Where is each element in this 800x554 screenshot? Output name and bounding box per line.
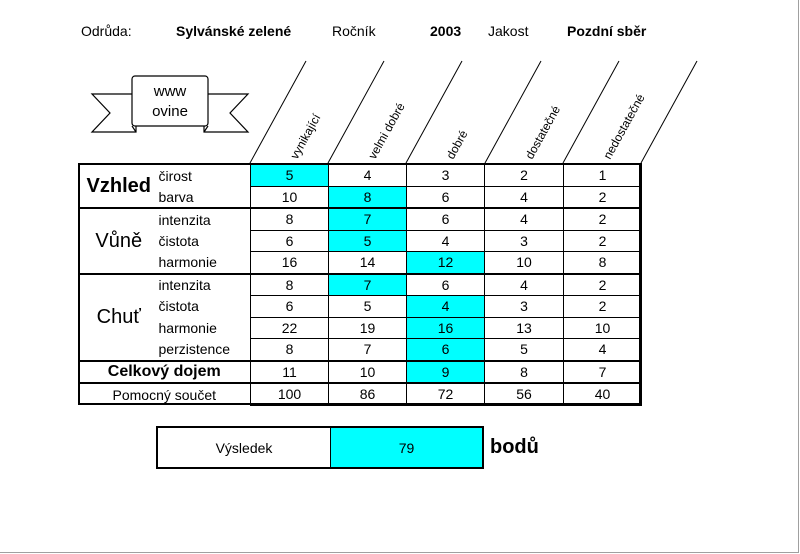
score-cell[interactable]: 2	[485, 164, 564, 186]
score-cell[interactable]: 3	[485, 230, 564, 252]
helper-cell: 100	[251, 383, 329, 405]
criterion-label: čirost	[159, 164, 251, 186]
score-cell[interactable]: 1	[564, 164, 642, 186]
score-cell[interactable]: 6	[407, 186, 485, 208]
column-header-3: dobré	[443, 127, 471, 162]
criterion-label: intenzita	[159, 274, 251, 296]
score-cell[interactable]: 4	[485, 208, 564, 230]
score-cell[interactable]: 10	[329, 361, 407, 384]
score-cell[interactable]: 4	[329, 164, 407, 186]
criterion-label: perzistence	[158, 341, 231, 357]
score-cell[interactable]: 4	[407, 230, 485, 252]
criterion-label: čistota	[158, 298, 199, 315]
score-cell[interactable]: 2	[564, 186, 642, 208]
helper-cell: 40	[564, 383, 642, 405]
table-row	[79, 317, 642, 339]
result-value: 79	[331, 428, 482, 467]
logo-line2: ovine	[152, 103, 188, 120]
helper-label: Pomocný součet	[79, 383, 251, 405]
score-cell[interactable]: 9	[407, 361, 485, 384]
score-cell[interactable]: 6	[407, 339, 485, 361]
column-header-5: nedostatečné	[600, 91, 648, 162]
overall-row	[79, 361, 642, 384]
quality-value: Pozdní sběr	[567, 23, 647, 39]
score-cell[interactable]: 7	[329, 339, 407, 361]
score-cell[interactable]: 12	[407, 252, 485, 274]
column-header-1: vynikající	[287, 111, 324, 162]
score-cell[interactable]: 7	[329, 208, 407, 230]
score-cell[interactable]: 13	[485, 317, 564, 339]
score-cell[interactable]: 6	[251, 230, 329, 252]
score-cell[interactable]: 4	[485, 274, 564, 296]
year-label: Ročník	[332, 23, 376, 39]
table-row	[79, 230, 642, 252]
helper-row	[79, 383, 642, 405]
result-box	[156, 426, 484, 469]
criterion-label: intenzita	[159, 208, 251, 230]
score-cell[interactable]: 11	[251, 361, 329, 384]
score-cell[interactable]: 5	[251, 164, 329, 186]
table-row	[79, 339, 642, 361]
column-header-2: velmi dobré	[365, 100, 408, 162]
category-2: Chuť	[79, 274, 159, 361]
score-cell[interactable]: 3	[407, 164, 485, 186]
criterion-label: harmonie	[158, 319, 217, 336]
table-row	[79, 208, 642, 230]
score-cell[interactable]: 19	[329, 317, 407, 339]
score-cell[interactable]: 2	[564, 296, 642, 318]
score-cell[interactable]: 16	[251, 252, 329, 274]
helper-cell: 72	[407, 383, 485, 405]
criterion-label: harmonie	[158, 254, 217, 270]
variety-label: Odrůda:	[81, 23, 132, 39]
score-cell[interactable]: 8	[251, 274, 329, 296]
score-cell[interactable]: 22	[251, 317, 329, 339]
result-label: Výsledek	[158, 428, 331, 467]
score-cell[interactable]: 8	[485, 361, 564, 384]
table-row	[79, 252, 642, 274]
column-header-4: dostatečné	[522, 103, 564, 162]
score-cell[interactable]: 5	[329, 230, 407, 252]
helper-cell: 56	[485, 383, 564, 405]
category-0: Vzhled	[79, 164, 159, 208]
criterion-label: čistota	[158, 232, 199, 249]
score-cell[interactable]: 14	[329, 252, 407, 274]
table-row	[79, 296, 642, 318]
score-cell[interactable]: 7	[564, 361, 642, 384]
score-cell[interactable]: 8	[329, 186, 407, 208]
score-cell[interactable]: 4	[407, 296, 485, 318]
score-cell[interactable]: 8	[564, 252, 642, 274]
score-cell[interactable]: 3	[485, 296, 564, 318]
score-cell[interactable]: 7	[329, 274, 407, 296]
scoring-table	[78, 163, 642, 406]
score-cell[interactable]: 8	[251, 208, 329, 230]
score-cell[interactable]: 10	[485, 252, 564, 274]
category-1: Vůně	[79, 208, 159, 274]
score-cell[interactable]: 16	[407, 317, 485, 339]
year-value: 2003	[430, 23, 462, 39]
variety-value: Sylvánské zelené	[176, 23, 292, 39]
quality-label: Jakost	[488, 23, 529, 39]
column-headers	[0, 60, 800, 164]
score-cell[interactable]: 6	[407, 208, 485, 230]
score-cell[interactable]: 5	[485, 339, 564, 361]
table-row	[79, 274, 642, 296]
score-cell[interactable]: 4	[564, 339, 642, 361]
score-cell[interactable]: 2	[564, 230, 642, 252]
score-cell[interactable]: 2	[564, 274, 642, 296]
table-row	[79, 164, 642, 186]
score-cell[interactable]: 4	[485, 186, 564, 208]
score-cell[interactable]: 6	[407, 274, 485, 296]
score-cell[interactable]: 6	[251, 296, 329, 318]
logo-line1: www	[153, 83, 187, 100]
score-cell[interactable]: 10	[251, 186, 329, 208]
score-cell[interactable]: 8	[251, 339, 329, 361]
score-cell[interactable]: 5	[329, 296, 407, 318]
helper-cell: 86	[329, 383, 407, 405]
criterion-label: barva	[158, 188, 194, 205]
score-cell[interactable]: 2	[564, 208, 642, 230]
score-cell[interactable]: 10	[564, 317, 642, 339]
table-row	[79, 186, 642, 208]
overall-label: Celkový dojem	[79, 361, 251, 384]
result-unit: bodů	[490, 436, 539, 458]
